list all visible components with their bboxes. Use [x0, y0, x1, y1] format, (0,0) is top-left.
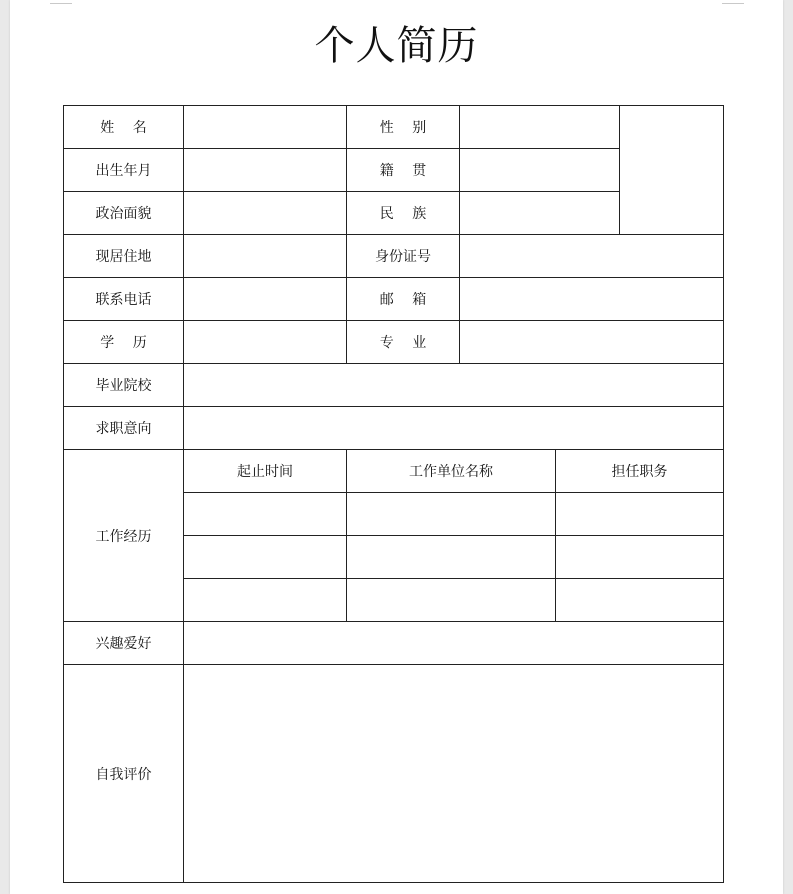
work-period-field[interactable]: [184, 579, 347, 622]
page-title: 个人简历: [314, 23, 479, 69]
work-header-position: 担任职务: [556, 450, 724, 493]
table-row: [64, 278, 724, 321]
field-education[interactable]: [184, 321, 347, 364]
field-phone[interactable]: [184, 278, 347, 321]
photo-cell[interactable]: [620, 106, 724, 235]
work-position-field[interactable]: [556, 536, 724, 579]
label-gender: 性 别: [347, 106, 460, 149]
label-birth: 出生年月: [64, 149, 184, 192]
field-residence[interactable]: [184, 235, 347, 278]
field-origin[interactable]: [460, 149, 620, 192]
table-row: [64, 665, 724, 883]
label-work-history: 工作经历: [64, 450, 184, 622]
work-period-field[interactable]: [184, 536, 347, 579]
table-row: [64, 106, 724, 149]
field-major[interactable]: [460, 321, 724, 364]
label-education: 学 历: [64, 321, 184, 364]
work-period-field[interactable]: [184, 493, 347, 536]
work-company-field[interactable]: [347, 493, 556, 536]
field-gender[interactable]: [460, 106, 620, 149]
label-email: 邮 箱: [347, 278, 460, 321]
table-row: [64, 622, 724, 665]
label-ethnicity: 民 族: [347, 192, 460, 235]
work-position-field[interactable]: [556, 579, 724, 622]
work-company-field[interactable]: [347, 579, 556, 622]
label-origin: 籍 贯: [347, 149, 460, 192]
table-row: [64, 450, 724, 493]
field-ethnicity[interactable]: [460, 192, 620, 235]
field-email[interactable]: [460, 278, 724, 321]
field-self-eval[interactable]: [184, 665, 724, 883]
field-id-number[interactable]: [460, 235, 724, 278]
work-header-period: 起止时间: [184, 450, 347, 493]
page-corner-mark: [722, 0, 744, 4]
page-corner-mark: [50, 0, 72, 4]
field-birth[interactable]: [184, 149, 347, 192]
work-company-field[interactable]: [347, 536, 556, 579]
field-objective[interactable]: [184, 407, 724, 450]
label-self-eval: 自我评价: [64, 665, 184, 883]
label-residence: 现居住地: [64, 235, 184, 278]
field-name[interactable]: [184, 106, 347, 149]
work-header-company: 工作单位名称: [347, 450, 556, 493]
table-row: [64, 407, 724, 450]
resume-table: [63, 105, 724, 883]
table-row: [64, 321, 724, 364]
label-name: 姓 名: [64, 106, 184, 149]
field-hobbies[interactable]: [184, 622, 724, 665]
label-id-number: 身份证号: [347, 235, 460, 278]
table-row: [64, 364, 724, 407]
field-politics[interactable]: [184, 192, 347, 235]
label-phone: 联系电话: [64, 278, 184, 321]
work-position-field[interactable]: [556, 493, 724, 536]
label-objective: 求职意向: [64, 407, 184, 450]
label-school: 毕业院校: [64, 364, 184, 407]
field-school[interactable]: [184, 364, 724, 407]
table-row: [64, 235, 724, 278]
label-major: 专 业: [347, 321, 460, 364]
label-hobbies: 兴趣爱好: [64, 622, 184, 665]
label-politics: 政治面貌: [64, 192, 184, 235]
